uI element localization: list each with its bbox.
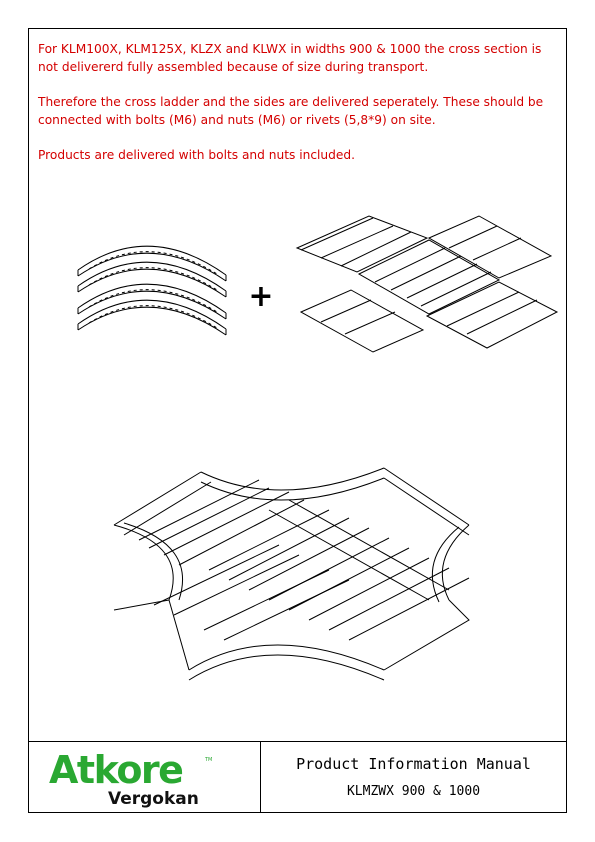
logo-wordmark: Atkore (49, 748, 183, 792)
curved-side-rails (78, 246, 226, 335)
logo-subbrand: Vergokan (108, 789, 199, 809)
logo-trademark: TM (205, 757, 213, 763)
note-2: Therefore the cross ladder and the sides are delivered seperately. These should be connected with bolts (M6) and nuts (M6) or rivets (5,8*9) on site. (38, 95, 544, 127)
cross-ladder-rungs (297, 216, 557, 352)
technical-drawing (29, 200, 566, 710)
title-block (29, 741, 566, 813)
curved-rail-3 (78, 284, 226, 319)
atkore-logo (29, 742, 260, 813)
note-1: For KLM100X, KLM125X, KLZX and KLWX in widths 900 & 1000 the cross section is not delivererd fully assembled because of size during transport. (38, 42, 542, 74)
manual-title: Product Information Manual (296, 755, 531, 773)
assembled-cross-section (114, 468, 469, 680)
plus-symbol: + (248, 279, 274, 314)
product-code: KLMZWX 900 & 1000 (346, 784, 481, 799)
title-block-divider (260, 742, 261, 813)
curved-rail-1 (78, 246, 226, 281)
note-3: Products are delivered with bolts and nuts included. (38, 148, 355, 162)
assembly-notes (38, 40, 558, 181)
